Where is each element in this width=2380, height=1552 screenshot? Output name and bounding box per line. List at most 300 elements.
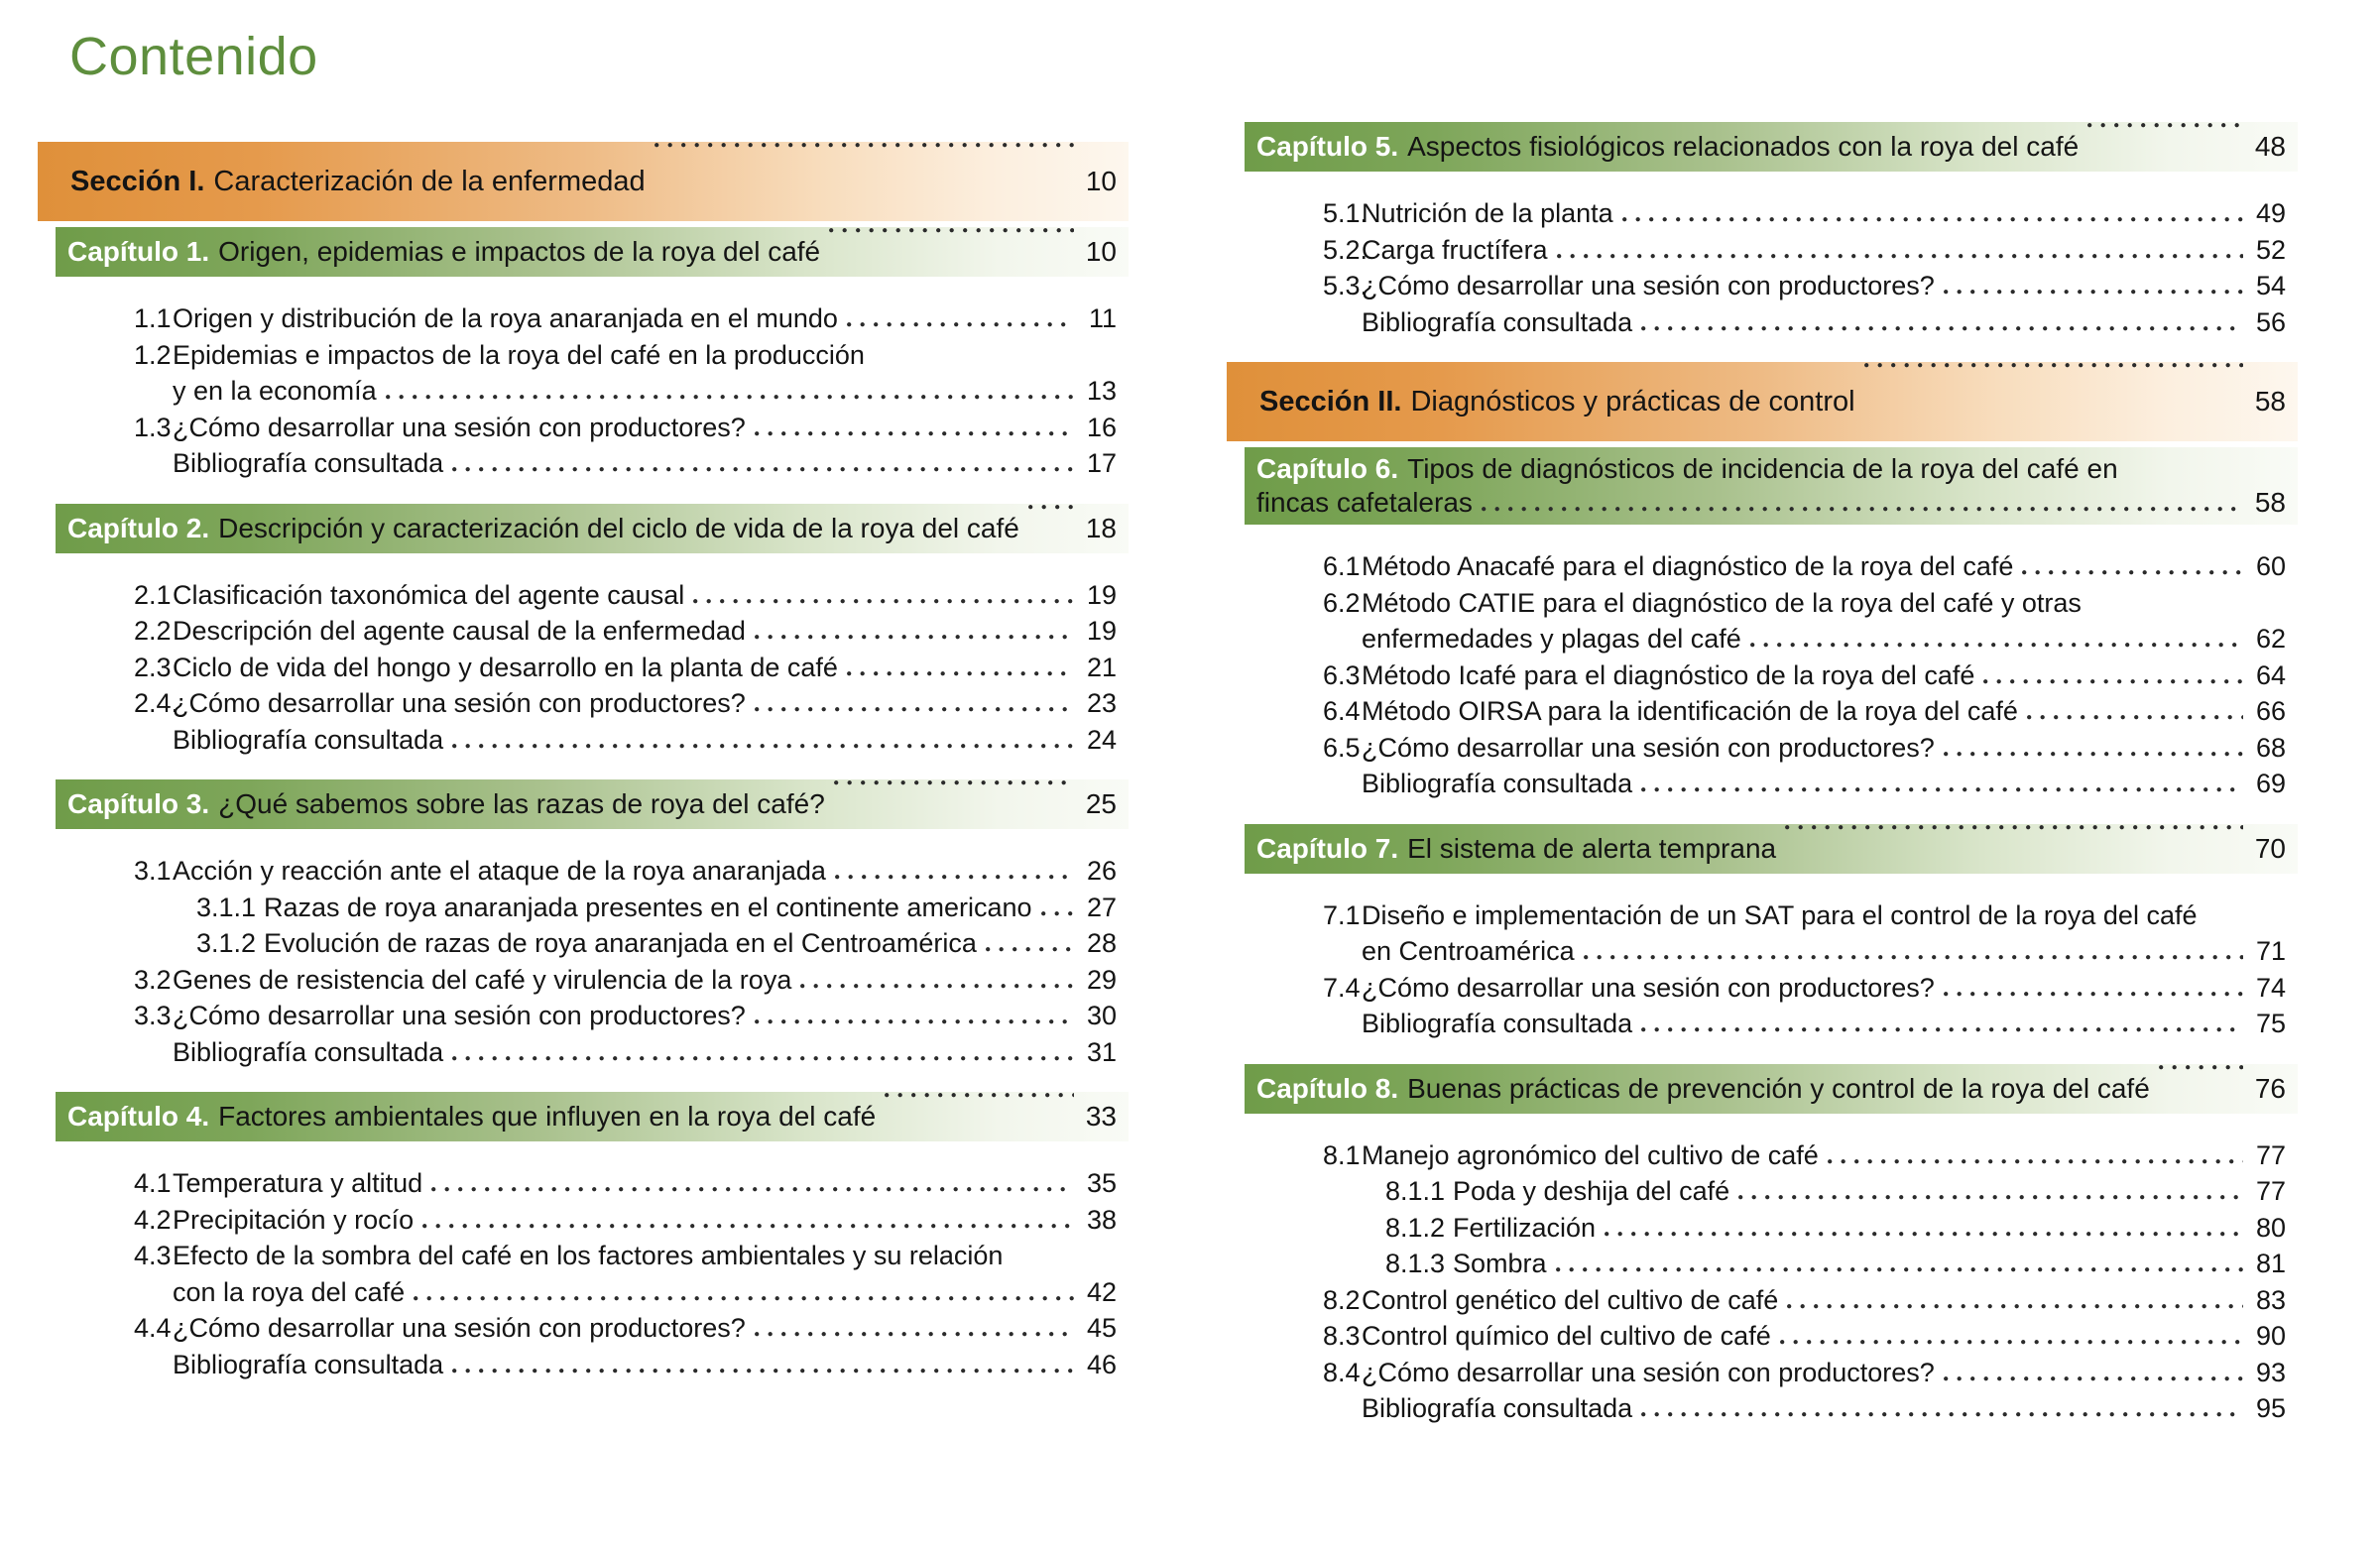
dot-leader: [1641, 325, 2243, 331]
page-number: 45: [1086, 1313, 1117, 1343]
dot-leader: [1944, 751, 2243, 757]
page-number: 64: [2255, 659, 2286, 690]
section-title: Caracterización de la enfermedad: [213, 165, 646, 197]
dot-leader: [1785, 824, 2243, 830]
dot-leader: [2022, 569, 2243, 575]
entry-text: ¿Cómo desarrollar una sesión con productores?: [173, 1001, 746, 1030]
page-number: 71: [2255, 936, 2286, 966]
toc-entry[interactable]: [1227, 1137, 2286, 1174]
entry-line: [173, 1034, 1117, 1071]
toc-entry[interactable]: [38, 300, 1117, 337]
entry-text: Control químico del cultivo de café: [1362, 1321, 1771, 1351]
entry-number: 6.4: [1323, 696, 1361, 726]
entry-text: Precipitación y rocío: [173, 1204, 415, 1235]
dot-leader: [755, 430, 1074, 436]
entry-text: ¿Cómo desarrollar una sesión con productores?: [1362, 972, 1935, 1003]
entry-line: [1362, 730, 2286, 767]
entry-text: ¿Cómo desarrollar una sesión con productores?: [173, 1313, 746, 1343]
entry-text: Manejo agronómico del cultivo de café: [1362, 1139, 1819, 1170]
chapter-header-line-1: [1256, 452, 2286, 486]
page-title: Contenido: [69, 27, 318, 86]
entry-number: 1.3: [134, 412, 172, 442]
entry-line: [1362, 268, 2286, 304]
entry-text: Bibliografía consultada: [1362, 1009, 1633, 1038]
toc-entry[interactable]: [38, 337, 1117, 410]
entry-line: [173, 685, 1117, 722]
dot-leader: [422, 1223, 1074, 1229]
page-number: 75: [2255, 1009, 2286, 1038]
page-number: 29: [1086, 964, 1117, 995]
toc-item-group: [1227, 1114, 2298, 1449]
entry-text: ¿Cómo desarrollar una sesión con productores?: [173, 688, 746, 718]
entry-number: 6.1: [1323, 551, 1361, 581]
page-number: 38: [1086, 1204, 1117, 1235]
page-number: 26: [1086, 856, 1117, 886]
page-number: 24: [1086, 724, 1117, 755]
page-number: 35: [1086, 1168, 1117, 1198]
entry-text: enfermedades y plagas del café: [1362, 624, 1741, 654]
dot-leader: [1041, 910, 1075, 916]
toc-entry[interactable]: [1227, 1318, 2286, 1355]
page-number: 90: [2255, 1321, 2286, 1351]
entry-text: Bibliografía consultada: [173, 724, 444, 755]
toc-entry[interactable]: [38, 962, 1117, 999]
entry-text: con la roya del café: [173, 1276, 406, 1307]
page-number: 58: [2254, 487, 2286, 518]
entry-text: Evolución de razas de roya anaranjada en el Centroamérica: [264, 928, 977, 958]
toc-entry[interactable]: [38, 410, 1117, 446]
entry-line: [264, 925, 1117, 962]
dot-leader: [1738, 1194, 2243, 1200]
chapter-label: Capítulo 3.: [67, 788, 210, 819]
entry-number: 8.1.2: [1385, 1212, 1446, 1243]
page-number: 27: [1086, 892, 1117, 922]
chapter-label: Capítulo 1.: [67, 236, 210, 267]
page-number: 68: [2255, 732, 2286, 763]
entry-line: [173, 373, 1117, 410]
toc-entry[interactable]: [38, 613, 1117, 650]
toc-entry[interactable]: [1227, 1246, 2286, 1282]
entry-text: Fertilización: [1453, 1212, 1597, 1243]
dot-leader: [835, 874, 1074, 880]
toc-entry[interactable]: [1227, 897, 2286, 970]
page-number: 58: [2254, 386, 2286, 417]
entry-number: 4.2: [134, 1204, 172, 1235]
dot-leader: [1641, 786, 2243, 792]
dot-leader: [1983, 678, 2243, 684]
entry-line: [173, 1274, 1117, 1311]
page-number: 11: [1088, 303, 1117, 333]
toc-entry[interactable]: [1227, 585, 2286, 657]
chapter-header[interactable]: [1245, 824, 2298, 874]
chapter-label: Capítulo 6.: [1256, 453, 1399, 484]
entry-text: Bibliografía consultada: [1362, 1393, 1633, 1423]
entry-number: 2.3: [134, 652, 172, 682]
entry-line: [1362, 766, 2286, 802]
dot-leader: [1944, 991, 2243, 997]
chapter-header[interactable]: [56, 504, 1129, 553]
toc-entry[interactable]: [1227, 1282, 2286, 1319]
entry-text: ¿Cómo desarrollar una sesión con productores?: [1362, 1357, 1935, 1387]
dot-leader: [1556, 1266, 2243, 1272]
dot-leader: [414, 1295, 1074, 1301]
entry-line: [1362, 621, 2286, 657]
chapter-header[interactable]: [1245, 447, 2298, 525]
section-header[interactable]: [1227, 362, 2298, 441]
entry-number: 2.2: [134, 616, 172, 646]
page-number: 25: [1085, 788, 1117, 819]
entry-line: [1362, 1006, 2286, 1042]
entry-number: 3.1.2: [196, 928, 257, 958]
page-number: 66: [2255, 696, 2286, 726]
entry-line: [173, 337, 1117, 374]
toc-entry[interactable]: [1227, 232, 2286, 269]
dot-leader: [1557, 253, 2243, 259]
toc-entry[interactable]: [38, 722, 1117, 759]
entry-text: Clasificación taxonómica del agente causal: [173, 579, 685, 610]
page-number: 81: [2255, 1249, 2286, 1278]
page-number: 18: [1085, 512, 1117, 543]
toc-item-group: [1227, 525, 2298, 824]
entry-number: 4.4: [134, 1313, 172, 1343]
toc-entry[interactable]: [38, 1310, 1117, 1347]
chapter-header[interactable]: [1245, 1064, 2298, 1114]
toc-entry[interactable]: [1227, 268, 2286, 304]
entry-line: [1362, 585, 2286, 622]
toc-entry[interactable]: [1227, 304, 2286, 341]
entry-number: 1.2: [134, 339, 172, 370]
toc-entry[interactable]: [38, 853, 1117, 890]
entry-number: 8.1: [1323, 1139, 1361, 1170]
toc-item-group: [38, 1141, 1129, 1404]
entry-line: [1453, 1246, 2286, 1282]
entry-number: 4.3: [134, 1241, 172, 1270]
dot-leader: [1584, 954, 2243, 960]
chapter-header[interactable]: [56, 227, 1129, 277]
dot-leader: [452, 1055, 1074, 1061]
dot-leader: [1787, 1303, 2243, 1309]
page-number: 23: [1086, 688, 1117, 718]
chapter-title: Aspectos fisiológicos relacionados con la roya del café: [1407, 131, 2080, 162]
section-label: Sección I.: [70, 165, 205, 197]
entry-number: 8.3: [1323, 1321, 1361, 1351]
entry-text: Bibliografía consultada: [173, 1036, 444, 1067]
page-number: 76: [2254, 1072, 2286, 1104]
entry-line: [1362, 548, 2286, 585]
chapter-title: El sistema de alerta temprana: [1407, 832, 1777, 864]
page-number: 16: [1086, 412, 1117, 442]
page-number: 69: [2255, 769, 2286, 798]
entry-text: ¿Cómo desarrollar una sesión con productores?: [1362, 732, 1935, 763]
page-number: 42: [1086, 1276, 1117, 1307]
page-number: 21: [1086, 652, 1117, 682]
dot-leader: [452, 1368, 1074, 1373]
dot-leader: [755, 1018, 1074, 1024]
chapter-label: Capítulo 2.: [67, 512, 210, 543]
page-number: 52: [2255, 234, 2286, 265]
page-number: 74: [2255, 972, 2286, 1003]
entry-text: Genes de resistencia del café y virulencia de la roya: [173, 964, 792, 995]
entry-line: [1362, 970, 2286, 1007]
dot-leader: [755, 706, 1074, 712]
entry-number: 1.1: [134, 303, 172, 333]
toc-item-group: [1227, 874, 2298, 1064]
entry-number: 3.1.1: [196, 892, 257, 922]
dot-leader: [431, 1186, 1074, 1192]
dot-leader: [847, 670, 1074, 676]
chapter-title: ¿Qué sabemos sobre las razas de roya del café?: [218, 788, 825, 819]
toc-item-group: [1227, 172, 2298, 362]
dot-leader: [800, 983, 1074, 989]
toc-entry[interactable]: [1227, 766, 2286, 802]
page-number: 54: [2255, 271, 2286, 300]
chapter-title: Buenas prácticas de prevención y control de la roya del café: [1407, 1072, 2150, 1104]
dot-leader: [452, 743, 1074, 749]
dot-leader: [1482, 506, 2243, 512]
entry-line: [173, 853, 1117, 890]
entry-text: Bibliografía consultada: [1362, 306, 1633, 337]
entry-number: 3.2: [134, 964, 172, 995]
page-number: 62: [2255, 624, 2286, 654]
entry-line: [173, 300, 1117, 337]
entry-line: [173, 1238, 1117, 1274]
entry-text: Control genético del cultivo de café: [1362, 1284, 1779, 1315]
dot-leader: [2159, 1064, 2243, 1070]
chapter-title: Origen, epidemias e impactos de la roya del café: [218, 236, 821, 267]
page-number: 30: [1086, 1001, 1117, 1030]
page-number: 17: [1086, 448, 1117, 478]
entry-text: Método OIRSA para la identificación de la roya del café: [1362, 696, 2018, 726]
toc-entry[interactable]: [1227, 970, 2286, 1007]
toc-entry[interactable]: [1227, 1390, 2286, 1427]
page-number: 10: [1085, 166, 1117, 196]
toc-entry[interactable]: [1227, 1210, 2286, 1247]
dot-leader: [755, 1331, 1074, 1337]
entry-line: [173, 650, 1117, 686]
entry-line: [173, 1202, 1117, 1239]
toc-entry[interactable]: [38, 1034, 1117, 1071]
entry-number: 8.1.3: [1385, 1249, 1446, 1278]
dot-leader: [2087, 122, 2243, 128]
dot-leader: [755, 634, 1074, 640]
entry-number: 2.4.: [134, 688, 179, 718]
entry-text: Nutrición de la planta: [1362, 198, 1613, 228]
dot-leader: [834, 779, 1074, 785]
entry-text: Diseño e implementación de un SAT para el control de la roya del café: [1362, 899, 2198, 930]
entry-line: [173, 722, 1117, 759]
chapter-header-line-2: [1256, 486, 2286, 520]
entry-text: Origen y distribución de la roya anaranjada en el mundo: [173, 303, 838, 333]
dot-leader: [885, 1092, 1074, 1098]
section-label: Sección II.: [1259, 385, 1402, 418]
chapter-label: Capítulo 5.: [1256, 131, 1399, 162]
dot-leader: [1750, 642, 2243, 648]
entry-text: en Centroamérica: [1362, 936, 1575, 966]
entry-text: Razas de roya anaranjada presentes en el continente americano: [264, 892, 1032, 922]
entry-text: Descripción del agente causal de la enfermedad: [173, 616, 746, 646]
page-number: 13: [1086, 376, 1117, 406]
page-number: 95: [2255, 1393, 2286, 1423]
dot-leader: [2027, 714, 2243, 720]
entry-line: [173, 410, 1117, 446]
entry-text: ¿Cómo desarrollar una sesión con productores?: [173, 412, 746, 442]
entry-line: [1362, 232, 2286, 269]
entry-number: 7.4: [1323, 972, 1361, 1003]
dot-leader: [986, 946, 1074, 952]
entry-text: Bibliografía consultada: [173, 1349, 444, 1379]
chapter-title: Descripción y caracterización del ciclo de vida de la roya del café: [218, 512, 1019, 543]
entry-line: [173, 1347, 1117, 1383]
toc-entry[interactable]: [38, 1238, 1117, 1310]
entry-text: Carga fructífera: [1362, 234, 1548, 265]
dot-leader: [452, 466, 1074, 472]
toc-entry[interactable]: [1227, 730, 2286, 767]
page-number: 77: [2255, 1176, 2286, 1206]
toc-entry[interactable]: [1227, 1173, 2286, 1210]
page-number: 28: [1086, 928, 1117, 958]
entry-number: 2.1: [134, 579, 172, 610]
dot-leader: [1641, 1411, 2243, 1417]
toc-entry[interactable]: [1227, 548, 2286, 585]
entry-text: Método Anacafé para el diagnóstico de la roya del café: [1362, 551, 2014, 581]
entry-text: Método Icafé para el diagnóstico de la roya del café: [1362, 659, 1975, 690]
entry-line: [1362, 933, 2286, 970]
entry-line: [173, 577, 1117, 614]
entry-line: [1362, 1137, 2286, 1174]
entry-line: [1362, 897, 2286, 934]
toc-entry[interactable]: [1227, 693, 2286, 730]
page-number: 60: [2255, 551, 2286, 581]
entry-line: [1362, 1282, 2286, 1319]
entry-number: 6.2: [1323, 587, 1361, 618]
chapter-header[interactable]: [56, 1092, 1129, 1141]
toc-entry[interactable]: [38, 1165, 1117, 1202]
toc-entry[interactable]: [1227, 657, 2286, 694]
dot-leader: [1864, 362, 2243, 368]
dot-leader: [1605, 1231, 2243, 1237]
entry-text: Poda y deshija del café: [1453, 1176, 1730, 1206]
entry-number: 6.3: [1323, 659, 1361, 690]
entry-number: 4.1: [134, 1168, 172, 1198]
entry-line: [1362, 1390, 2286, 1427]
dot-leader: [1780, 1339, 2243, 1345]
entry-line: [1362, 657, 2286, 694]
toc-column-left: [38, 142, 1129, 1404]
toc-entry[interactable]: [1227, 1006, 2286, 1042]
entry-text: Efecto de la sombra del café en los factores ambientales y su relación: [173, 1241, 1004, 1270]
page-number: 46: [1086, 1349, 1117, 1379]
page-number: 33: [1085, 1101, 1117, 1132]
toc-entry[interactable]: [38, 998, 1117, 1034]
entry-number: 8.1.1: [1385, 1176, 1446, 1206]
entry-line: [173, 1165, 1117, 1202]
entry-line: [1362, 195, 2286, 232]
entry-line: [173, 998, 1117, 1034]
entry-text: Bibliografía consultada: [173, 448, 444, 478]
entry-text: Bibliografía consultada: [1362, 769, 1633, 798]
entry-text: Método CATIE para el diagnóstico de la roya del café y otras: [1362, 587, 2082, 618]
chapter-header[interactable]: [56, 779, 1129, 829]
entry-line: [1362, 1318, 2286, 1355]
toc-entry[interactable]: [38, 925, 1117, 962]
entry-line: [173, 962, 1117, 999]
chapter-header[interactable]: [1245, 122, 2298, 172]
entry-number: 6.5: [1323, 732, 1361, 763]
entry-text: Epidemias e impactos de la roya del café en la producción: [173, 339, 865, 370]
entry-number: 3.1: [134, 856, 172, 886]
chapter-label: Capítulo 8.: [1256, 1072, 1399, 1104]
entry-text: y en la economía: [173, 376, 377, 406]
entry-line: [173, 613, 1117, 650]
page-number: 93: [2255, 1357, 2286, 1387]
entry-number: 5.1.: [1323, 198, 1368, 228]
page-number: 56: [2255, 306, 2286, 337]
page-number: 10: [1085, 236, 1117, 267]
entry-line: [173, 1310, 1117, 1347]
dot-leader: [829, 227, 1074, 233]
entry-text: ¿Cómo desarrollar una sesión con productores?: [1362, 271, 1935, 300]
toc-entry[interactable]: [38, 685, 1117, 722]
entry-line: [173, 445, 1117, 482]
chapter-title: Factores ambientales que influyen en la roya del café: [218, 1101, 877, 1132]
entry-number: 8.2: [1323, 1284, 1361, 1315]
entry-line: [1362, 693, 2286, 730]
entry-text: Ciclo de vida del hongo y desarrollo en la planta de café: [173, 652, 838, 682]
toc-entry[interactable]: [38, 650, 1117, 686]
entry-line: [1453, 1210, 2286, 1247]
toc-item-group: [38, 277, 1129, 504]
dot-leader: [693, 598, 1074, 604]
toc-item-group: [38, 553, 1129, 780]
page-number: 48: [2254, 131, 2286, 162]
page-number: 77: [2255, 1139, 2286, 1170]
toc-entry[interactable]: [1227, 1355, 2286, 1391]
entry-line: [1362, 1355, 2286, 1391]
dot-leader: [1944, 1375, 2243, 1381]
toc-entry[interactable]: [1227, 195, 2286, 232]
chapter-title: Tipos de diagnósticos de incidencia de la roya del café en: [1407, 453, 2118, 484]
dot-leader: [1622, 216, 2243, 222]
entry-number: 5.2.: [1323, 234, 1368, 265]
page-number: 49: [2255, 198, 2286, 228]
page-number: 19: [1086, 616, 1117, 646]
dot-leader: [1944, 289, 2243, 295]
toc-column-right: [1227, 122, 2298, 1449]
section-header[interactable]: [38, 142, 1129, 221]
toc-item-group: [38, 829, 1129, 1092]
entry-line: [1453, 1173, 2286, 1210]
dot-leader: [386, 394, 1074, 400]
page-number: 83: [2255, 1284, 2286, 1315]
entry-number: 5.3.: [1323, 271, 1368, 300]
section-title: Diagnósticos y prácticas de control: [1410, 385, 1855, 418]
toc-entry[interactable]: [38, 445, 1117, 482]
entry-text: Temperatura y altitud: [173, 1168, 423, 1198]
entry-number: 7.1: [1323, 899, 1361, 930]
toc-entry[interactable]: [38, 1202, 1117, 1239]
page-number: 19: [1086, 579, 1117, 610]
toc-entry[interactable]: [38, 1347, 1117, 1383]
chapter-title-continued: fincas cafetaleras: [1256, 487, 1473, 518]
toc-entry[interactable]: [38, 577, 1117, 614]
chapter-label: Capítulo 4.: [67, 1101, 210, 1132]
dot-leader: [1028, 504, 1074, 510]
toc-entry[interactable]: [38, 890, 1117, 926]
dot-leader: [654, 142, 1074, 148]
chapter-label: Capítulo 7.: [1256, 832, 1399, 864]
entry-line: [1362, 304, 2286, 341]
page-number: 31: [1086, 1036, 1117, 1067]
